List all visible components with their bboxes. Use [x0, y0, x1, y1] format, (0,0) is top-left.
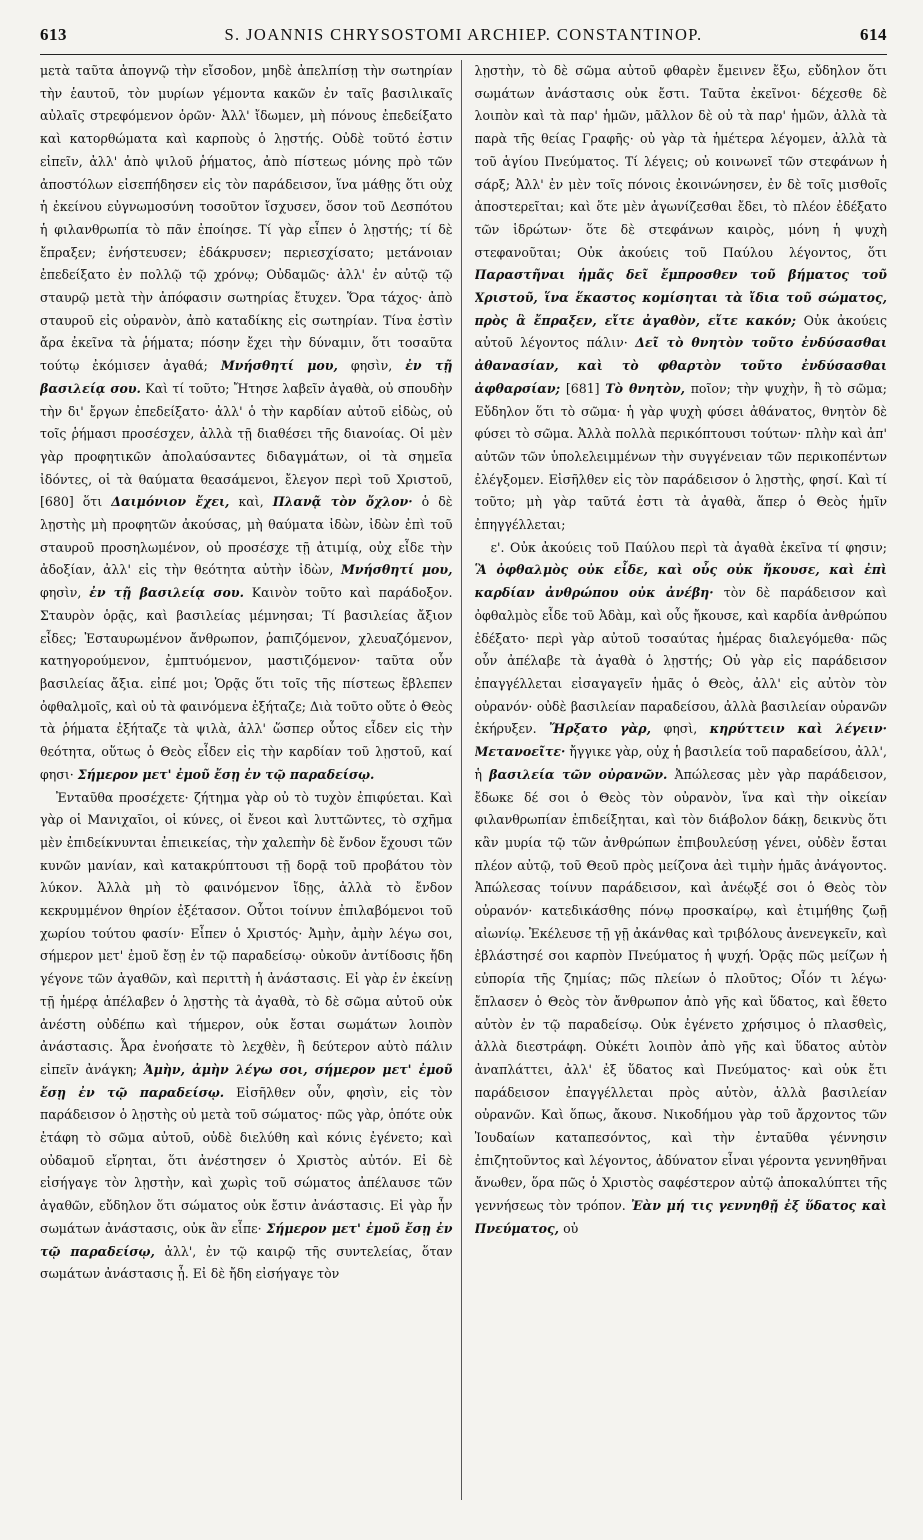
running-header: [40, 16, 887, 55]
text-run: Εἰσῆλθεν οὖν, φησὶν, εἰς τὸν παράδεισον ὁ λῃστὴς οὐ μετὰ τοῦ σώματος· πῶς γὰρ, ὁπότε οὐκ ἐτάφη τὸ σῶμα αὐτοῦ, οὐδὲ διελύθη καὶ κόνις ἐγένετο; καὶ οὐδαμοῦ εἴρηται, ὅτι ἀνέστησεν ὁ Χριστὸς αὐτόν. Εἰ δὲ εἰσήγαγε τὸν λῃστὴν, καὶ χωρὶς τοῦ σώματος ἀπέλαυσε τῶν ἀγαθῶν, εὔδηλον ὅτι σώματος οὐκ ἔστιν ἀνάστασις. Εἰ γὰρ ἦν σωμάτων ἀνάστασις, οὐκ ἂν εἶπε·: [40, 1084, 453, 1236]
quotation: Σήμερον μετ' ἐμοῦ ἔσῃ ἐν τῷ παραδείσῳ,: [40, 1220, 453, 1259]
quotation: Ἃ ὀφθαλμὸς οὐκ εἶδε, καὶ οὖς οὐκ ἤκουσε, καὶ ἐπὶ καρδίαν ἀνθρώπου οὐκ ἀνέβη·: [474, 562, 887, 601]
text-run: Ἀπώλεσας μὲν γὰρ παράδεισον, ἔδωκε δέ σοι ὁ Θεὸς τὸν οὐρανὸν, ἵνα καὶ τὴν οἰκείαν φιλανθρωπίαν ἐπιδείξηται, καὶ τὸν διάβολον δάκῃ, δεικνὺς ὅτι κἂν μυρία τῷ τῶν ἀνθρώπων ἐπιβουλεύσῃ γένει, οὐδὲν ἔσται πλέον αὐτῷ, τοῦ Θεοῦ πρὸς μείζονα ἀεὶ τιμὴν ἡμᾶς ἀνάγοντος. Ἀπώλεσας τοίνυν παράδεισον, καὶ ἀνέῳξέ σοι ὁ Θεὸς τὸν οὐρανόν· κατεδικάσθης πόνῳ προσκαίρῳ, καὶ ἐτιμήθης ζωῇ αἰωνίῳ. Ἐκέλευσε τῇ γῇ ἀκάνθας καὶ τριβόλους ἀνενεγκεῖν, καὶ ἐβλάστησέ σοι καρπὸν Πνεύματος ἡ ψυχή. Ὁρᾷς πῶς μείζων ἡ εὐπορία τῆς ζημίας; πῶς πλείων ὁ πλοῦτος; Οἷόν τι λέγω· ἔπλασεν ὁ Θεὸς τὸν ἄνθρωπον ἀπὸ γῆς καὶ ὕδατος, καὶ ἔθετο αὐτὸν ἐν τῷ παραδείσῳ. Οὐκ ἐγένετο χρήσιμος ὁ πλασθεὶς, ἀλλὰ διεστράφη. Οὐκέτι λοιπὸν ἀπὸ γῆς καὶ ὕδατος αὐτὸν ἀναπλάττει, ἀλλ' ἐξ ὕδατος καὶ Πνεύματος· καὶ οὐκ ἔτι παράδεισον ἐπαγγέλλεται πρὸς αὐτὸν, ἀλλὰ βασιλείαν οὐρανῶν. Καὶ ὅπως, ἄκουσ. Νικοδήμου γὰρ τοῦ ἄρχοντος τῶν Ἰουδαίων καταπεσόντος, καὶ τὴν ἐνταῦθα γέννησιν ἐπιζητοῦντος καὶ λέγοντος, ἀδύνατον εἶναι γέροντα γεννηθῆναι ἄνωθεν, ὅρα πῶς ὁ Χριστὸς σαφέστερον αὐτῷ ἀποκαλύπτει τῆς γεννήσεως τὸν τρόπον.: [474, 766, 887, 1214]
text-run: ε'. Οὐκ ἀκούεις τοῦ Παύλου περὶ τὰ ἀγαθὰ ἐκεῖνα τί φησιν;: [490, 539, 887, 555]
quotation: Μνήσθητί μου,: [340, 562, 453, 578]
text-run: Καὶ τί τοῦτο; Ἤτησε λαβεῖν ἀγαθὰ, οὐ σπουδὴν τὴν δι' ἔργων ἐπεδείξατο· ἀλλ' ὁ τὴν καρδίαν αὐτοῦ εἰδὼς, οὐ τοῖς ῥήμασι προσέσχεν, ἀλλὰ τῇ διαθέσει τῆς διανοίας. Οἱ μὲν γὰρ προφητικῶν ἀπολαύσαντες διδαγμάτων, οἱ τὰ σημεῖα ἰδόντες, οἱ τὰ θαύματα θεασάμενοι, ἔλεγον περὶ τοῦ Χριστοῦ, [680] ὅτι: [40, 380, 453, 510]
right-paragraph-1: [475, 60, 888, 537]
text-run: Ἐνταῦθα προσέχετε· ζήτημα γὰρ οὐ τὸ τυχὸν ἐπιφύεται. Καὶ γὰρ οἱ Μανιχαῖοι, οἱ κύνες, οἱ ἔνεοι καὶ λυττῶντες, τὸ σχῆμα μὲν ἐπιδείκνυνται ἐπιεικείας, τὴν χαλεπὴν δὲ ἔνδον ἔχουσι τῶν κυνῶν μανίαν, καὶ κατακρύπτουσι τῇ δορᾷ τοῦ προβάτου τὸν λύκον. Ἀλλὰ μὴ τὸ φαινόμενον ἴδῃς, ἀλλὰ τὸ ἔνδον κεκρυμμένον θηρίον ἐξέτασον. Οὗτοι τοίνυν ἐπιλαβόμενοι τοῦ χωρίου τούτου φασίν· Εἶπεν ὁ Χριστός· Ἀμὴν, ἀμὴν λέγω σοι, σήμερον μετ' ἐμοῦ ἔσῃ ἐν τῷ παραδείσῳ· οὐκοῦν ἀντίδοσις ἤδη γέγονε τῶν ἀγαθῶν, καὶ περιττὴ ἡ ἀνάστασις. Εἰ γὰρ ἐν ἐκείνῃ τῇ ἡμέρᾳ ἀπέλαβεν ὁ λῃστὴς τὰ ἀγαθὰ, τὸ δὲ σῶμα αὐτοῦ οὐκ ἀνέστη οὐδέπω καὶ τήμερον, οὐκ ἔσται σωμάτων λοιπὸν ἀνάστασις. Ἆρα ἐνοήσατε τὸ λεχθὲν, ἢ δεύτερον αὐτὸ πάλιν εἰπεῖν ἀνάγκη;: [40, 789, 453, 1077]
right-column: [475, 60, 888, 1520]
running-title: S. JOANNIS CHRYSOSTOMI ARCHIEP. CONSTANTINOP.: [224, 25, 703, 44]
text-run: ὁ δὲ λῃστὴς μὴ προφητῶν ἀκούσας, μὴ θαύματα ἰδὼν, ἰδὼν ἐπὶ τοῦ σταυροῦ προσηλωμένον, οὐ προσέσχε τῇ ἀτιμίᾳ, οὐχ εἶδε τὴν ἀδοξίαν, ἀλλ' εἰς τὴν θεότητα αὐτὴν ἰδὼν,: [40, 494, 453, 578]
quotation: Δαιμόνιον ἔχει,: [111, 494, 230, 510]
text-run: φησὶν,: [350, 358, 393, 374]
quotation: Πλανᾷ τὸν ὄχλον·: [272, 494, 413, 510]
quotation: Ἀμὴν, ἀμὴν λέγω σοι, σήμερον μετ' ἐμοῦ ἔσῃ ἐν τῷ παραδείσῳ.: [40, 1061, 453, 1100]
text-run: Καινὸν τοῦτο καὶ παράδοξον. Σταυρὸν ὁρᾷς, καὶ βασιλείας μέμνησαι; Τί βασιλείας ἄξιον εἶδες; Ἐσταυρωμένον ἄνθρωπον, ῥαπιζόμενον, χλευαζόμενον, κατηγορούμενον, ἐμπτυόμενον, μαστιζόμενον· ταῦτα οὖν βασιλείας ἄξια. εἰπέ μοι; Ὁρᾷς ὅτι τοῖς τῆς πίστεως ἔβλεπεν ὀφθαλμοῖς, καὶ οὐ τὰ φαινόμενα ἐξήταζε; Διὰ τοῦτο οὔτε ὁ Θεὸς τὰ ῥήματα ἐξήταζε τὰ ψιλὰ, ἀλλ' ὥσπερ οὗτος εἶδεν εἰς τὴν θεότητα, οὕτως ὁ Θεὸς εἶδεν εἰς τὴν καρδίαν τοῦ λῃστοῦ, καί φησι·: [40, 585, 453, 782]
text-run: καὶ,: [238, 494, 264, 510]
text-run: ποῖον; τὴν ψυχὴν, ἢ τὸ σῶμα; Εὔδηλον ὅτι τὸ σῶμα· ἡ γὰρ ψυχὴ φύσει ἀθάνατος, θνητὸν δὲ φύσει τὸ σῶμα. Ἀλλὰ πολλὰ περικόπτουσι τούτων· πλὴν καὶ ἀπ' αὐτῶν τῶν ὑπολελειμμένων τὴν συγγένειαν τῶν περικοπέντων ἐλέγξομεν. Εἰσῆλθεν εἰς τὸν παράδεισον ὁ λῃστὴς, φησί. Καὶ τί τοῦτο; μὴ γὰρ ταῦτά ἐστι τὰ ἀγαθὰ, ἅπερ ὁ Θεὸς ἡμῖν ἐπηγγέλλεται;: [474, 380, 887, 533]
text-run: μετὰ ταῦτα ἀπογνῷ τὴν εἴσοδον, μηδὲ ἀπελπίσῃ τὴν σωτηρίαν τὴν ἑαυτοῦ, τὸν μυρίων γέμοντα κακῶν ἐν ταῖς βασιλικαῖς αὐλαῖς στρεφόμενον ὁρῶν· Ἀλλ' ἴδωμεν, μὴ πόνους ἐπεδείξατο καὶ κατορθώματα καὶ καρποὺς ὁ λῃστής. Οὐδὲ τοῦτό ἐστιν εἰπεῖν, ἀλλ' ἀπὸ ψιλοῦ ῥήματος, ἀπὸ πίστεως μόνης πρὸ τῶν ἀποστόλων εἰσεπήδησεν εἰς τὸν παράδεισον, ἵνα μάθῃς ὅτι οὐχ ἡ ἐκείνου εὐγνωμοσύνη τοσοῦτον ἴσχυσεν, ὅσον τοῦ Δεσπότου ἡ φιλανθρωπία τὸ πᾶν ἐποίησε. Τί γὰρ εἶπεν ὁ λῃστής; τί δὲ ἔπραξεν; ἐνήστευσεν; ἐδάκρυσεν; περιεσχίσατο; μετάνοιαν ἐπεδείξατο ἐν πολλῷ τῷ χρόνῳ; Οὐδαμῶς· ἀλλ' ἐν αὐτῷ τῷ σταυρῷ μετὰ τὴν ἀπόφασιν σωτηρίας ἔτυχεν. Ὅρα τάχος· ἀπὸ σταυροῦ εἰς οὐρανὸν, ἀπὸ καταδίκης εἰς σωτηρίαν. Τίνα ἐστὶν ἄρα ἐκεῖνα τὰ ῥήματα; πόσην ἔχει τὴν δύναμιν, ὅτι τοσαῦτα τούτῳ ἐκόμισεν ἀγαθά;: [40, 63, 453, 374]
page-number-right: 614: [859, 25, 887, 44]
quotation: ἐν τῇ βασιλείᾳ σου.: [40, 358, 453, 396]
text-run: φησὶν,: [40, 585, 82, 601]
quotation: Ἐὰν μή τις γεννηθῇ ἐξ ὕδατος καὶ Πνεύματος,: [474, 1198, 887, 1236]
text-run: τὸν δὲ παράδεισον καὶ ὀφθαλμὸς εἶδε τοῦ Ἀδὰμ, καὶ οὖς ἤκουσε, καὶ καρδία ἀνθρώπου ἐδέξατο· περὶ γὰρ αὐτοῦ τοσαύτας ἡμέρας διαλεγόμεθα· πῶς οὖν ἀπέλαβε τὰ ἀγαθὰ ὁ λῃστής; Οὐ γὰρ εἰς παράδεισον ἐπαγγέλλεται εἰσαγαγεῖν ἡμᾶς ὁ Θεὸς, ἀλλ' εἰς αὐτὸν τὸν οὐρανόν· οὐδὲ βασιλείαν παραδείσου, ἀλλὰ βασιλείαν οὐρανῶν ἐκήρυξεν.: [474, 585, 887, 737]
text-run: οὐ: [563, 1220, 579, 1236]
left-paragraph-2: [40, 787, 453, 1286]
quotation: Παραστῆναι ἡμᾶς δεῖ ἔμπροσθεν τοῦ βήματος τοῦ Χριστοῦ, ἵνα ἕκαστος κομίσηται τὰ ἴδια τοῦ σώματος, πρὸς ἃ ἔπραξεν, εἴτε ἀγαθὸν, εἴτε κακόν;: [474, 267, 887, 328]
quotation: κηρύττειν καὶ λέγειν· Μετανοεῖτε·: [474, 721, 887, 760]
right-paragraph-2: [475, 537, 888, 1241]
text-run: ἤγγικε γὰρ, οὐχ ἡ βασιλεία τοῦ παραδείσου, ἀλλ', ἡ: [474, 744, 887, 782]
left-paragraph-1: [40, 60, 453, 787]
quotation: Σήμερον μετ' ἐμοῦ ἔσῃ ἐν τῷ παραδείσῳ.: [77, 766, 375, 782]
quotation: βασιλεία τῶν οὐρανῶν.: [489, 766, 668, 782]
text-run: λῃστὴν, τὸ δὲ σῶμα αὐτοῦ φθαρὲν ἔμεινεν ἔξω, εὔδηλον ὅτι σωμάτων ἀνάστασις οὐκ ἔστι. Ταῦτα ἐκεῖνοι· δέχεσθε δὲ λοιπὸν καὶ τὰ παρ' ἡμῶν, μᾶλλον δὲ οὐ τὰ παρ' ἡμῶν, ἀλλὰ τὰ παρὰ τῆς θείας Γραφῆς· οὐ γὰρ τὰ ἡμέτερα λέγομεν, ἀλλὰ τὰ τοῦ ἁγίου Πνεύματος. Τί λέγεις; οὐ κοινωνεῖ τῶν στεφάνων ἡ σάρξ; Ἀλλ' ἐν μὲν τοῖς πόνοις ἐκοινώνησεν, ἐν δὲ τοῖς μισθοῖς ἀποστερεῖται; καὶ ὅτε μὲν ἀγωνίζεσθαι ἔδει, τὸ πλέον ἐδέξατο τῶν ἱδρώτων· ὅτε δὲ στεφάνων καιρὸς, μόνη ἡ ψυχὴ στεφανοῦται; Οὐκ ἀκούεις τοῦ Παύλου λέγοντος, ὅτι: [474, 63, 887, 260]
text-run: [681]: [565, 380, 600, 396]
quotation: Δεῖ τὸ θνητὸν τοῦτο ἐνδύσασθαι ἀθανασίαν, καὶ τὸ φθαρτὸν τοῦτο ἐνδύσασθαι ἀφθαρσίαν;: [474, 335, 887, 396]
text-run: φησὶ,: [663, 721, 698, 737]
text-run: Οὐκ ἀκούεις αὐτοῦ λέγοντος πάλιν·: [474, 312, 887, 351]
text-columns: [40, 60, 887, 1520]
left-column: [40, 60, 453, 1520]
text-run: ἀλλ', ἐν τῷ καιρῷ τῆς συντελείας, ὅταν σωμάτων ἀνάστασις ᾖ. Εἰ δὲ ἤδη εἰσήγαγε τὸν: [40, 1243, 453, 1282]
quotation: Ἤρξατο γὰρ,: [549, 721, 651, 737]
quotation: ἐν τῇ βασιλείᾳ σου.: [89, 585, 244, 601]
quotation: Τὸ θνητὸν,: [605, 380, 686, 396]
quotation: Μνήσθητί μου,: [220, 358, 338, 374]
page-number-left: 613: [40, 25, 67, 44]
